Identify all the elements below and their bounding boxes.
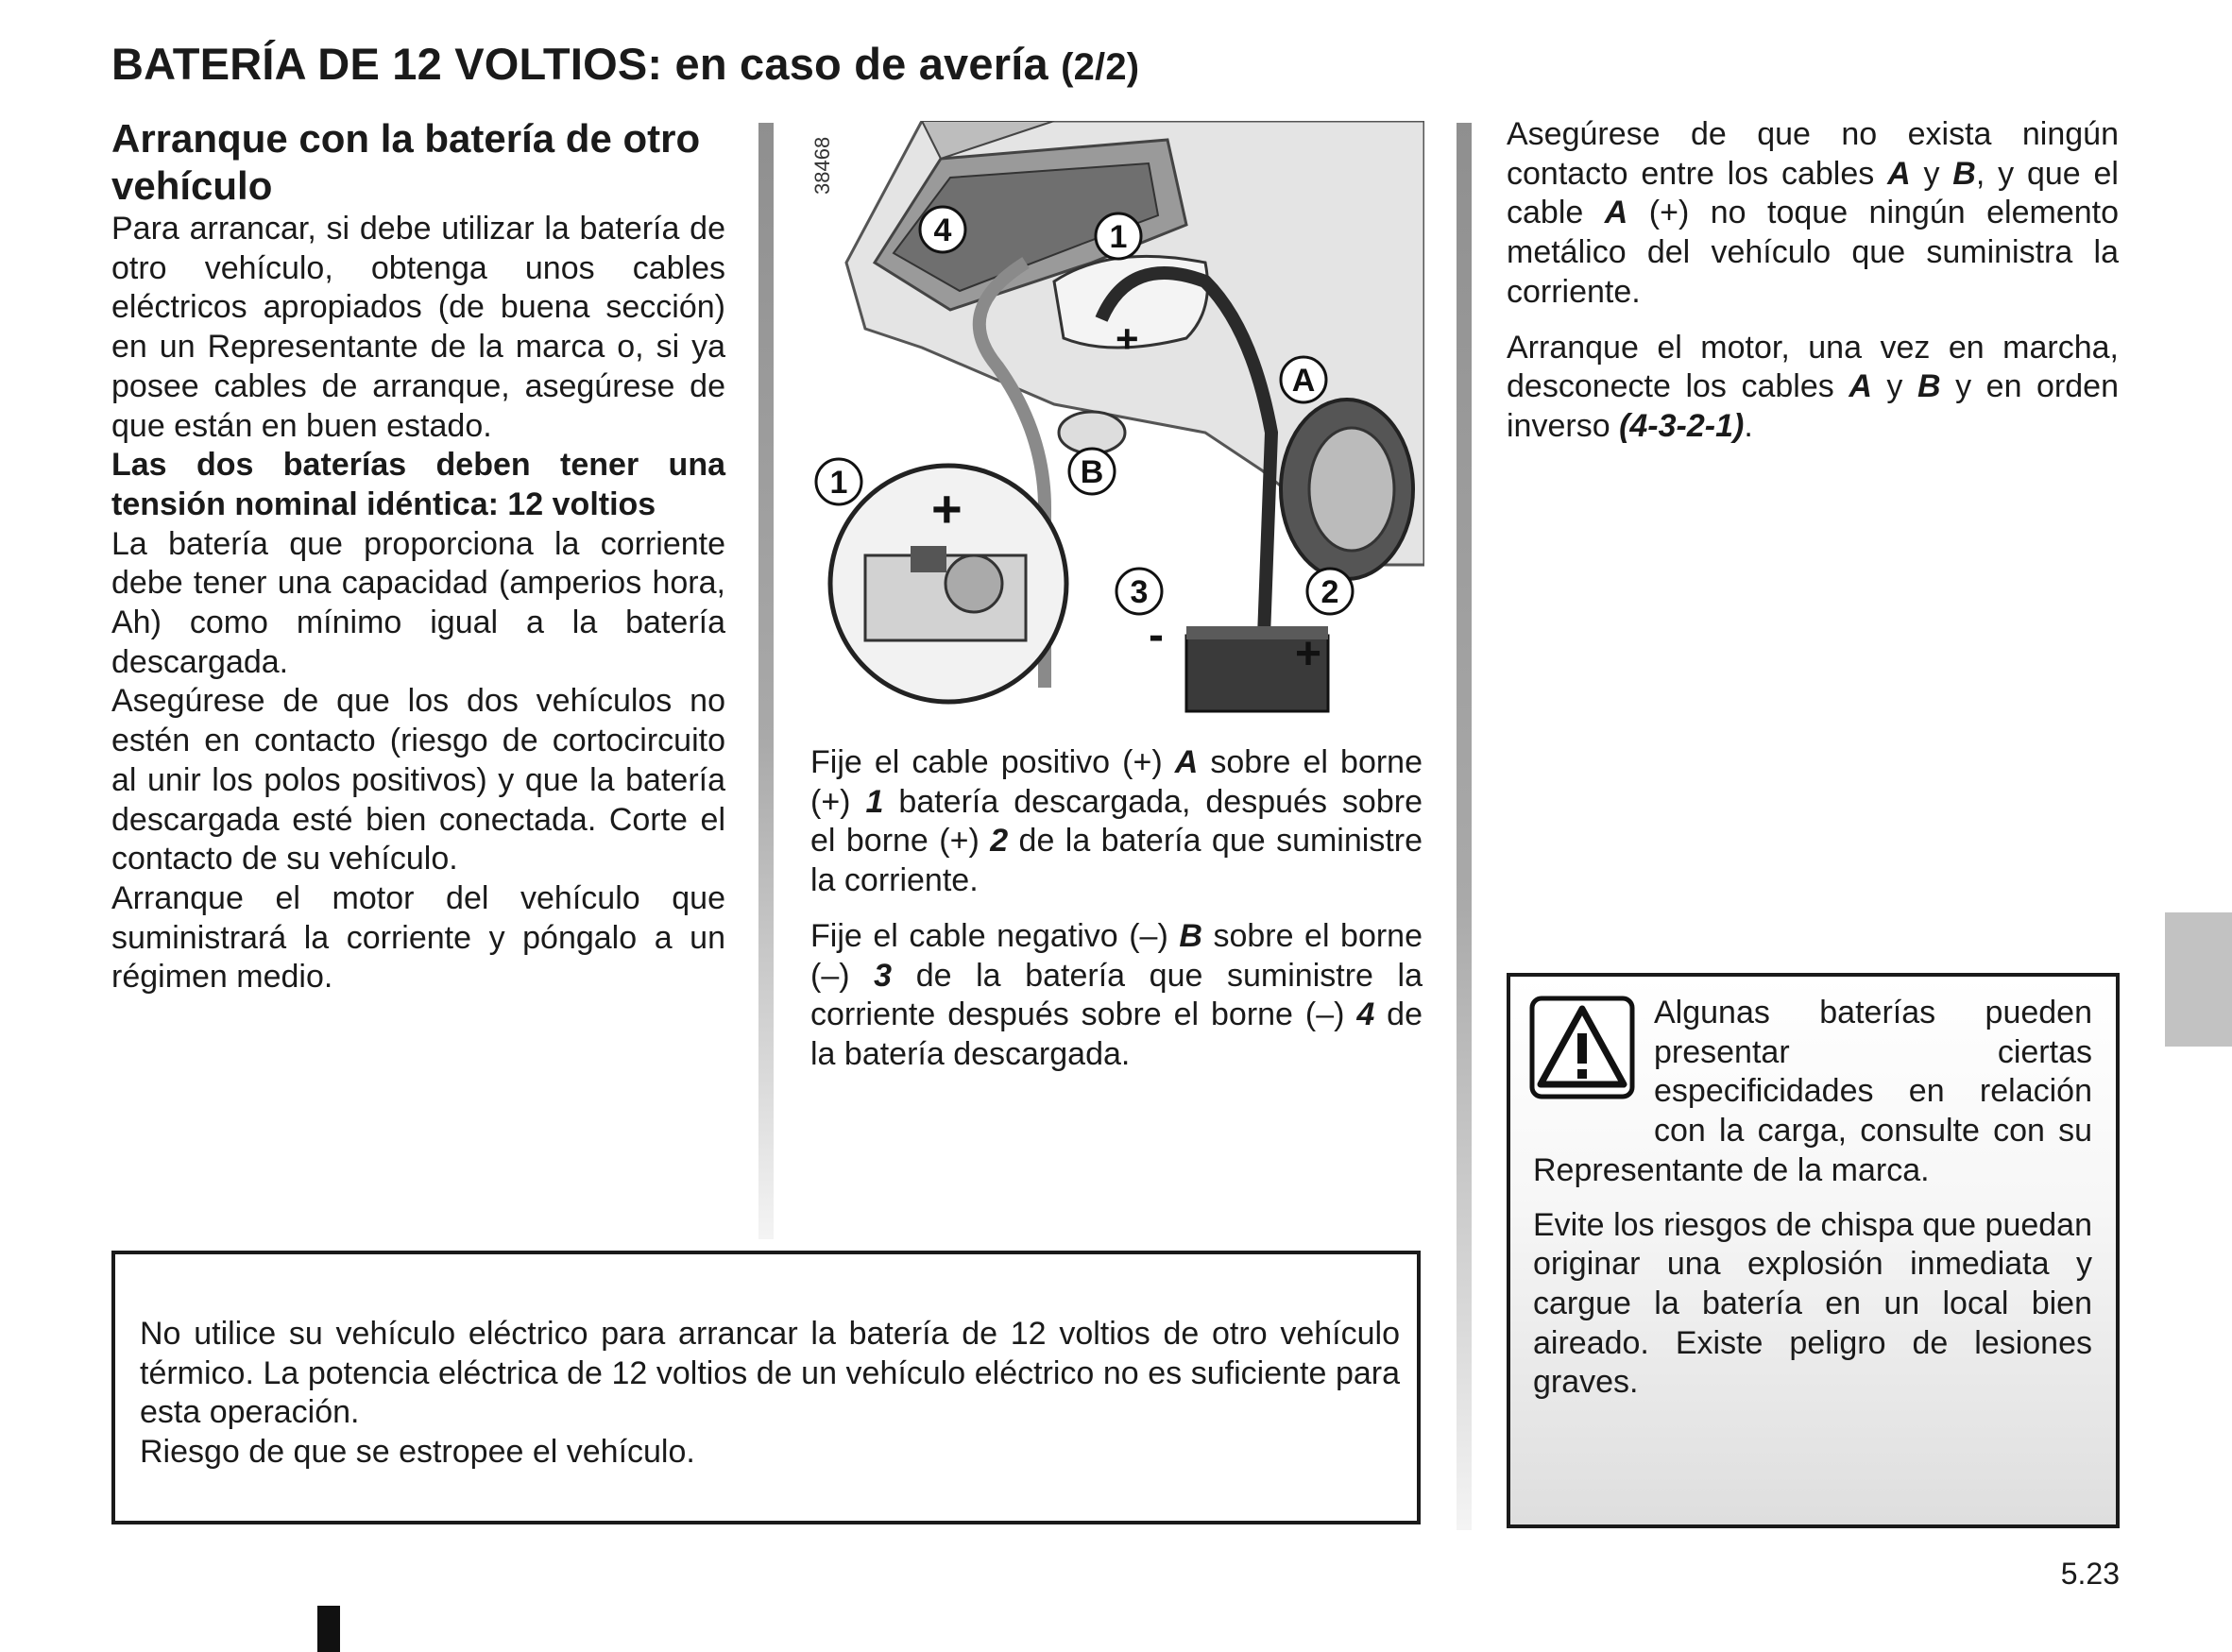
- callout-3: [1116, 569, 1162, 614]
- connection-steps-column: [810, 743, 1423, 1075]
- title-part: (2/2): [1061, 46, 1140, 88]
- car-battery-diagram: [809, 121, 1424, 716]
- positive-step-text-3: batería descargada, después sobre el borne (+): [810, 783, 1423, 860]
- positive-step-text-1: Fije el cable positivo (+): [810, 744, 1175, 780]
- positive-step-terminal-2: 2: [990, 823, 1009, 860]
- intro-column: [111, 115, 725, 997]
- callout-1-left: [816, 459, 861, 504]
- callout-A: [1281, 357, 1326, 402]
- no-contact-cable-b: B: [1952, 155, 1976, 192]
- disconnect-column: [1507, 115, 2119, 447]
- inset-plus-label: +: [931, 479, 963, 538]
- callout-1-top-label: 1: [1109, 219, 1128, 255]
- voltage-requirement: [111, 446, 725, 524]
- column-divider-left: [758, 123, 774, 1239]
- no-contact-cable-a-2: A: [1604, 195, 1628, 231]
- section-heading: Arranque con la batería de otro vehículo: [111, 116, 701, 208]
- headlight-plus-label: +: [1116, 316, 1139, 361]
- electric-vehicle-warning-text: [140, 1315, 1400, 1473]
- figure-reference-code: 38468: [810, 136, 834, 195]
- negative-step-text-1: Fije el cable negativo (–): [810, 917, 1180, 954]
- negative-step-terminal-4: 4: [1356, 996, 1375, 1033]
- chapter-side-tab: [2165, 912, 2232, 1047]
- column-divider-right: [1457, 123, 1472, 1530]
- positive-step-text-4: de la batería que suministre la corriente.: [810, 823, 1423, 899]
- no-contact-paragraph: [1507, 115, 2119, 313]
- negative-step-text-2: sobre el borne (–): [810, 917, 1423, 994]
- page-number: 5.23: [2060, 1557, 2120, 1591]
- disconnect-text-3: y en orden inverso: [1507, 368, 2119, 444]
- jump-start-illustration: [809, 121, 1424, 716]
- battery-warning-box: [1507, 973, 2120, 1528]
- battery-specifics-paragraph: Algunas baterías pueden presentar ciertas especificidades en relación con la carga, consulte con su Representante de la marca.: [1533, 995, 2092, 1188]
- start-engine-paragraph: Arranque el motor del vehículo que suministrará la corriente y póngalo a un régimen medio.: [111, 879, 725, 996]
- no-contact-text-3: , y que el cable: [1507, 155, 2119, 231]
- battery-warning-text: [1533, 994, 2092, 1403]
- callout-B: [1069, 449, 1115, 494]
- disconnect-paragraph: [1507, 329, 2119, 447]
- damage-risk-paragraph: Riesgo de que se estropee el vehículo.: [140, 1434, 695, 1471]
- no-contact-cable-a: A: [1887, 155, 1911, 192]
- print-registration-mark: [317, 1606, 340, 1652]
- spark-risk-paragraph: Evite los riesgos de chispa que puedan originar una explosión inmediata y cargue la batería en un local bien aireado. Existe peligro de lesiones graves.: [1533, 1206, 2092, 1401]
- callout-3-label: 3: [1130, 574, 1149, 610]
- disconnect-cable-a: A: [1849, 368, 1872, 405]
- callout-4: [920, 207, 965, 252]
- callout-1-left-label: 1: [829, 465, 848, 501]
- callout-1-top: [1096, 213, 1141, 259]
- callout-B-label: B: [1080, 454, 1104, 490]
- callout-A-label: A: [1291, 363, 1316, 399]
- callout-2: [1307, 569, 1353, 614]
- disconnect-text-2: y: [1871, 368, 1917, 405]
- title-main: BATERÍA DE 12 VOLTIOS: en caso de avería: [111, 39, 1048, 89]
- intro-paragraph: Para arrancar, si debe utilizar la batería de otro vehículo, obtenga unos cables eléctricos apropiados (de buena sección) en un Representante de la marca o, si ya posee cables de arranque, asegúrese de que están en buen estado.: [111, 211, 725, 444]
- negative-cable-step: [810, 917, 1423, 1075]
- disconnect-text-4: .: [1744, 407, 1753, 444]
- positive-cable-step: [810, 743, 1423, 901]
- electric-vehicle-warning-box: [111, 1251, 1421, 1524]
- no-contact-text-2: y: [1910, 155, 1953, 192]
- negative-step-text-4: de la batería descargada.: [810, 996, 1423, 1072]
- negative-step-cable-ref: B: [1179, 917, 1202, 954]
- negative-step-terminal-3: 3: [874, 957, 893, 994]
- page-title: [111, 38, 1139, 90]
- contact-paragraph: Asegúrese de que los dos vehículos no estén en contacto (riesgo de cortocircuito al unir los polos positivos) y que la batería descargada esté bien conectada. Corte el contacto de su vehículo.: [111, 683, 725, 877]
- disconnect-cable-b: B: [1917, 368, 1941, 405]
- capacity-paragraph: La batería que proporciona la corriente debe tener una capacidad (amperios hora, Ah) como mínimo igual a la batería descargada.: [111, 525, 725, 680]
- callout-4-label: 4: [933, 213, 952, 248]
- negative-step-text-3: de la batería que suministre la corriente después sobre el borne (–): [810, 957, 1423, 1033]
- callout-2-label: 2: [1320, 574, 1339, 610]
- no-contact-text-1: Asegúrese de que no exista ningún contacto entre los cables: [1507, 116, 2119, 192]
- positive-step-cable-ref: A: [1174, 744, 1199, 780]
- no-contact-text-4: (+) no toque ningún elemento metálico del vehículo que suministra la corriente.: [1507, 195, 2119, 310]
- disconnect-order: (4-3-2-1): [1619, 407, 1745, 444]
- positive-step-text-2: sobre el borne (+): [810, 744, 1423, 820]
- disconnect-text-1: Arranque el motor, una vez en marcha, desconecte los cables: [1507, 329, 2119, 405]
- positive-step-terminal-1: 1: [865, 783, 884, 820]
- voltage-requirement-text: Las dos baterías deben tener una tensión nominal idéntica: 12 voltios: [111, 447, 725, 522]
- battery-plus-label: +: [1295, 629, 1322, 679]
- battery-minus-label: -: [1149, 610, 1164, 660]
- do-not-use-ev-paragraph: No utilice su vehículo eléctrico para arrancar la batería de 12 voltios de otro vehículo térmico. La potencia eléctrica de 12 voltios de un vehículo eléctrico no es suficiente para esta operación.: [140, 1316, 1400, 1431]
